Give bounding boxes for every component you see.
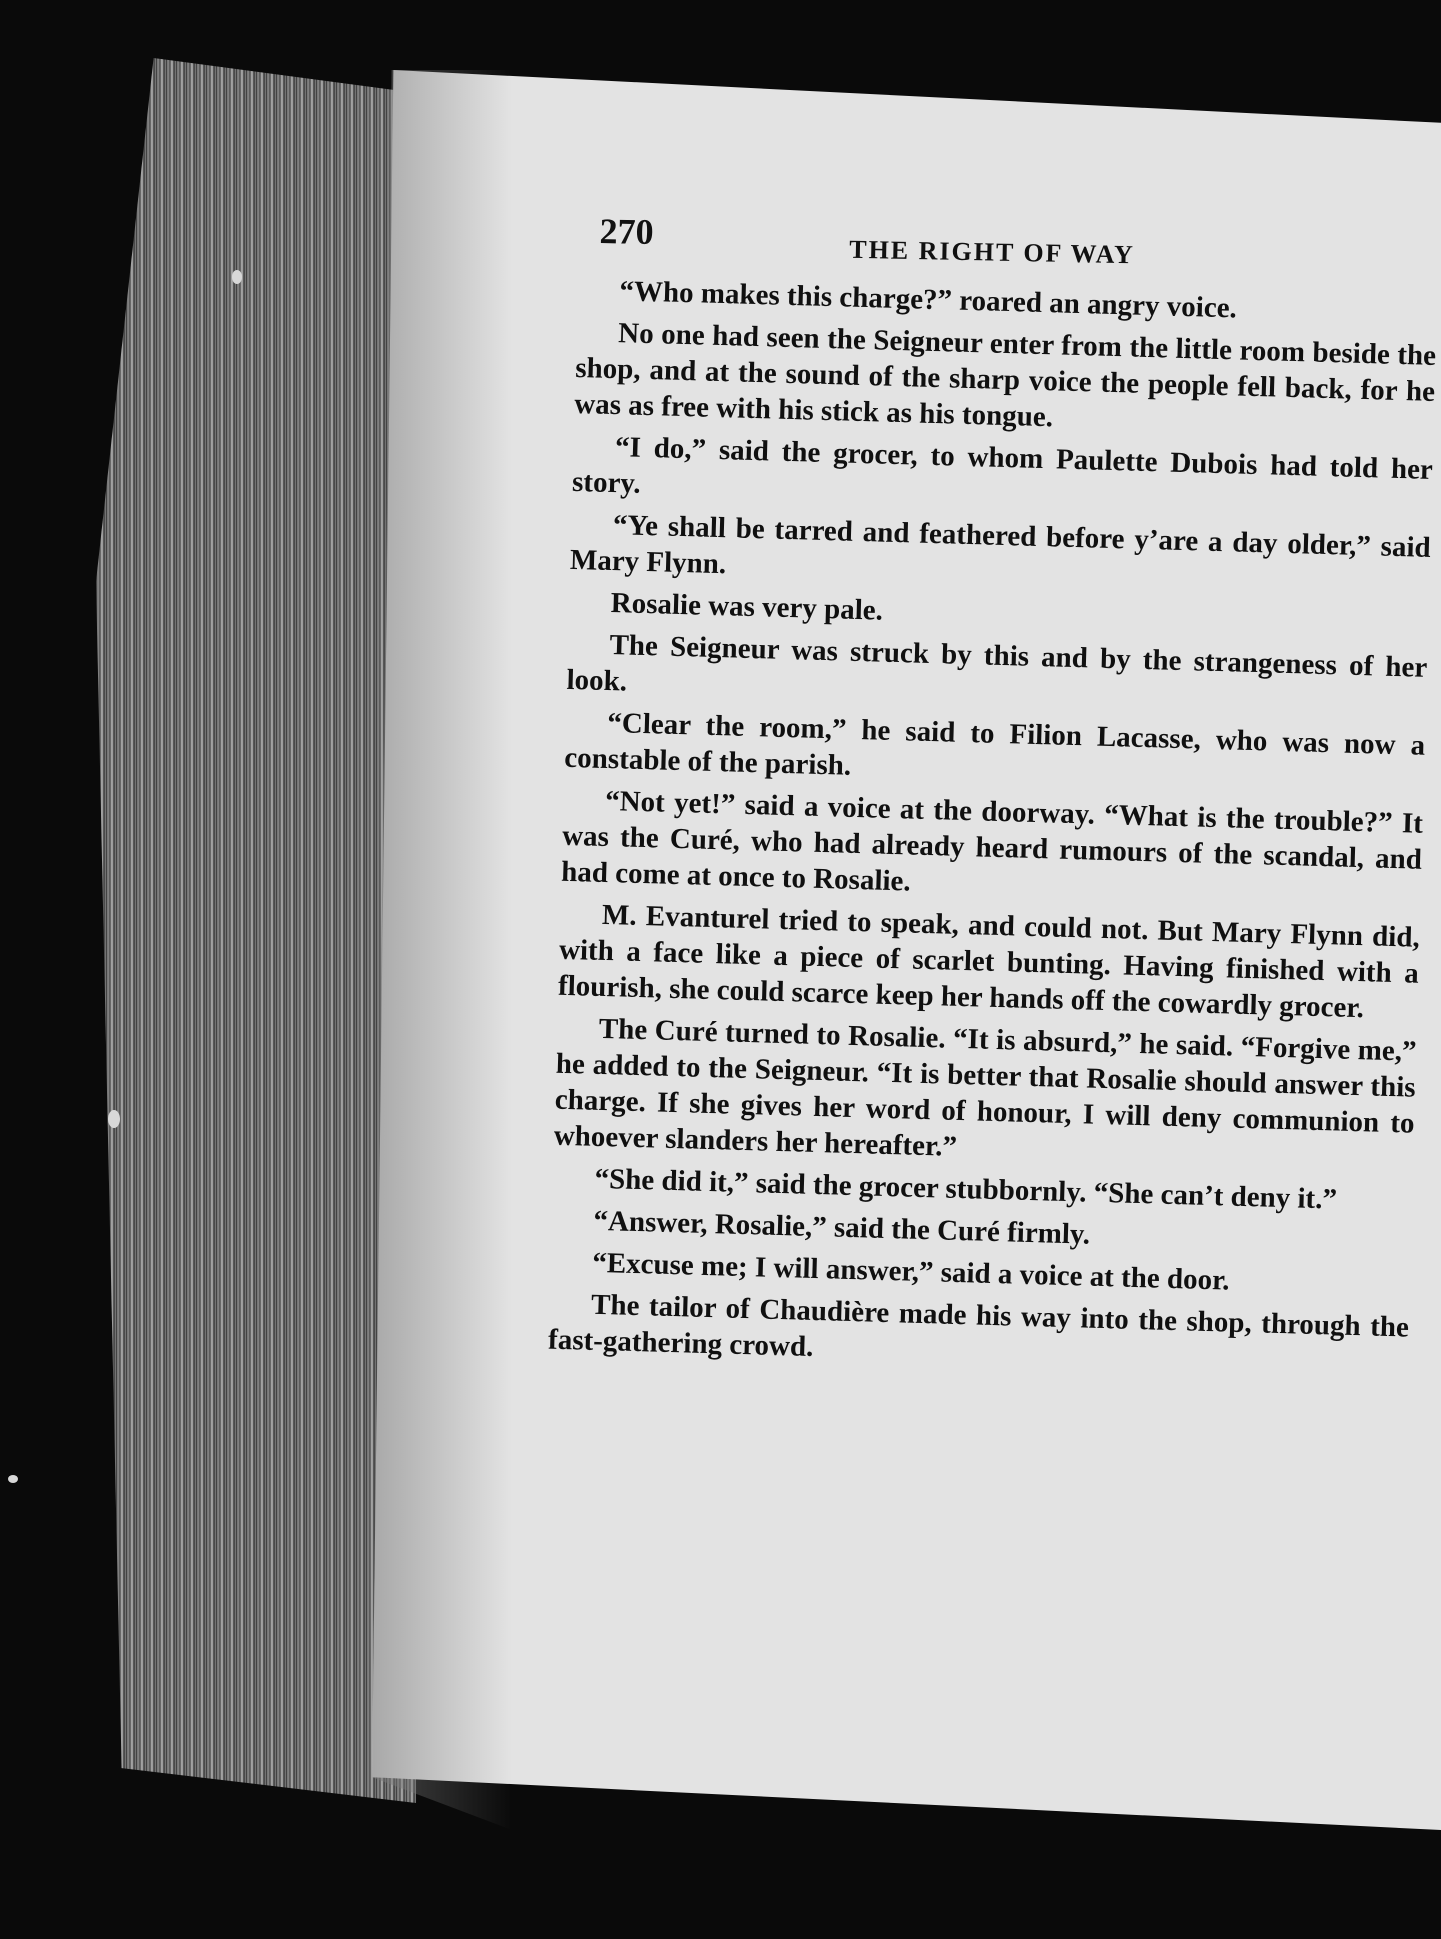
paragraph: “Clear the room,” he said to Filion Lacasse, who was now a constable of the parish. [563, 707, 1426, 782]
body-text [548, 272, 1438, 1388]
paragraph: The tailor of Chaudière made his way into the shop, through the fast-gathering crowd. [547, 1288, 1410, 1363]
book-page-edges [96, 58, 416, 1803]
paragraph: “I do,” said the grocer, to whom Paulette Dubois had told her story. [571, 431, 1434, 500]
paragraph: “Who makes this charge?” roared an angry voice. [619, 275, 1238, 325]
paragraph: “She did it,” said the grocer stubbornly. “She can’t deny it.” [594, 1162, 1338, 1216]
page-gutter-shadow [372, 70, 512, 1830]
paragraph: “Excuse me; I will answer,” said a voice at the door. [591, 1246, 1230, 1297]
paragraph: “Ye shall be tarred and feathered before y’are a day older,” said Mary Flynn. [569, 509, 1432, 581]
paragraph: “Not yet!” said a voice at the doorway. “What is the trouble?” It was the Curé, who had already heard rumours of the scandal, and had come at once to Rosalie. [560, 784, 1424, 898]
paragraph: M. Evanturel tried to speak, and could not. But Mary Flynn did, with a face like a piece of scarlet bunting. Having finished with a flourish, she could scarce keep her hands off the cowardly grocer. [557, 898, 1421, 1025]
paragraph: The Curé turned to Rosalie. “It is absurd,” he said. “Forgive me,” he added to the Seigneur. “It is better that Rosalie should answer this charge. If she gives her word of honour, I will deny communion to whoever slanders her hereafter.” [553, 1012, 1418, 1163]
scan-speck [108, 1110, 120, 1128]
paragraph: Rosalie was very pale. [610, 587, 884, 627]
running-head: THE RIGHT OF WAY [849, 234, 1136, 270]
paragraph: The Seigneur was struck by this and by the strangeness of her look. [566, 629, 1428, 698]
paragraph: No one had seen the Seigneur enter from the little room beside the shop, and at the sound of the sharp voice the people fell back, for he was as free with his stick as his tongue. [573, 317, 1437, 434]
paragraph: “Answer, Rosalie,” said the Curé firmly. [593, 1204, 1091, 1251]
scan-speck [8, 1475, 18, 1483]
scan-speck [232, 270, 242, 284]
page-number: 270 [599, 210, 654, 253]
